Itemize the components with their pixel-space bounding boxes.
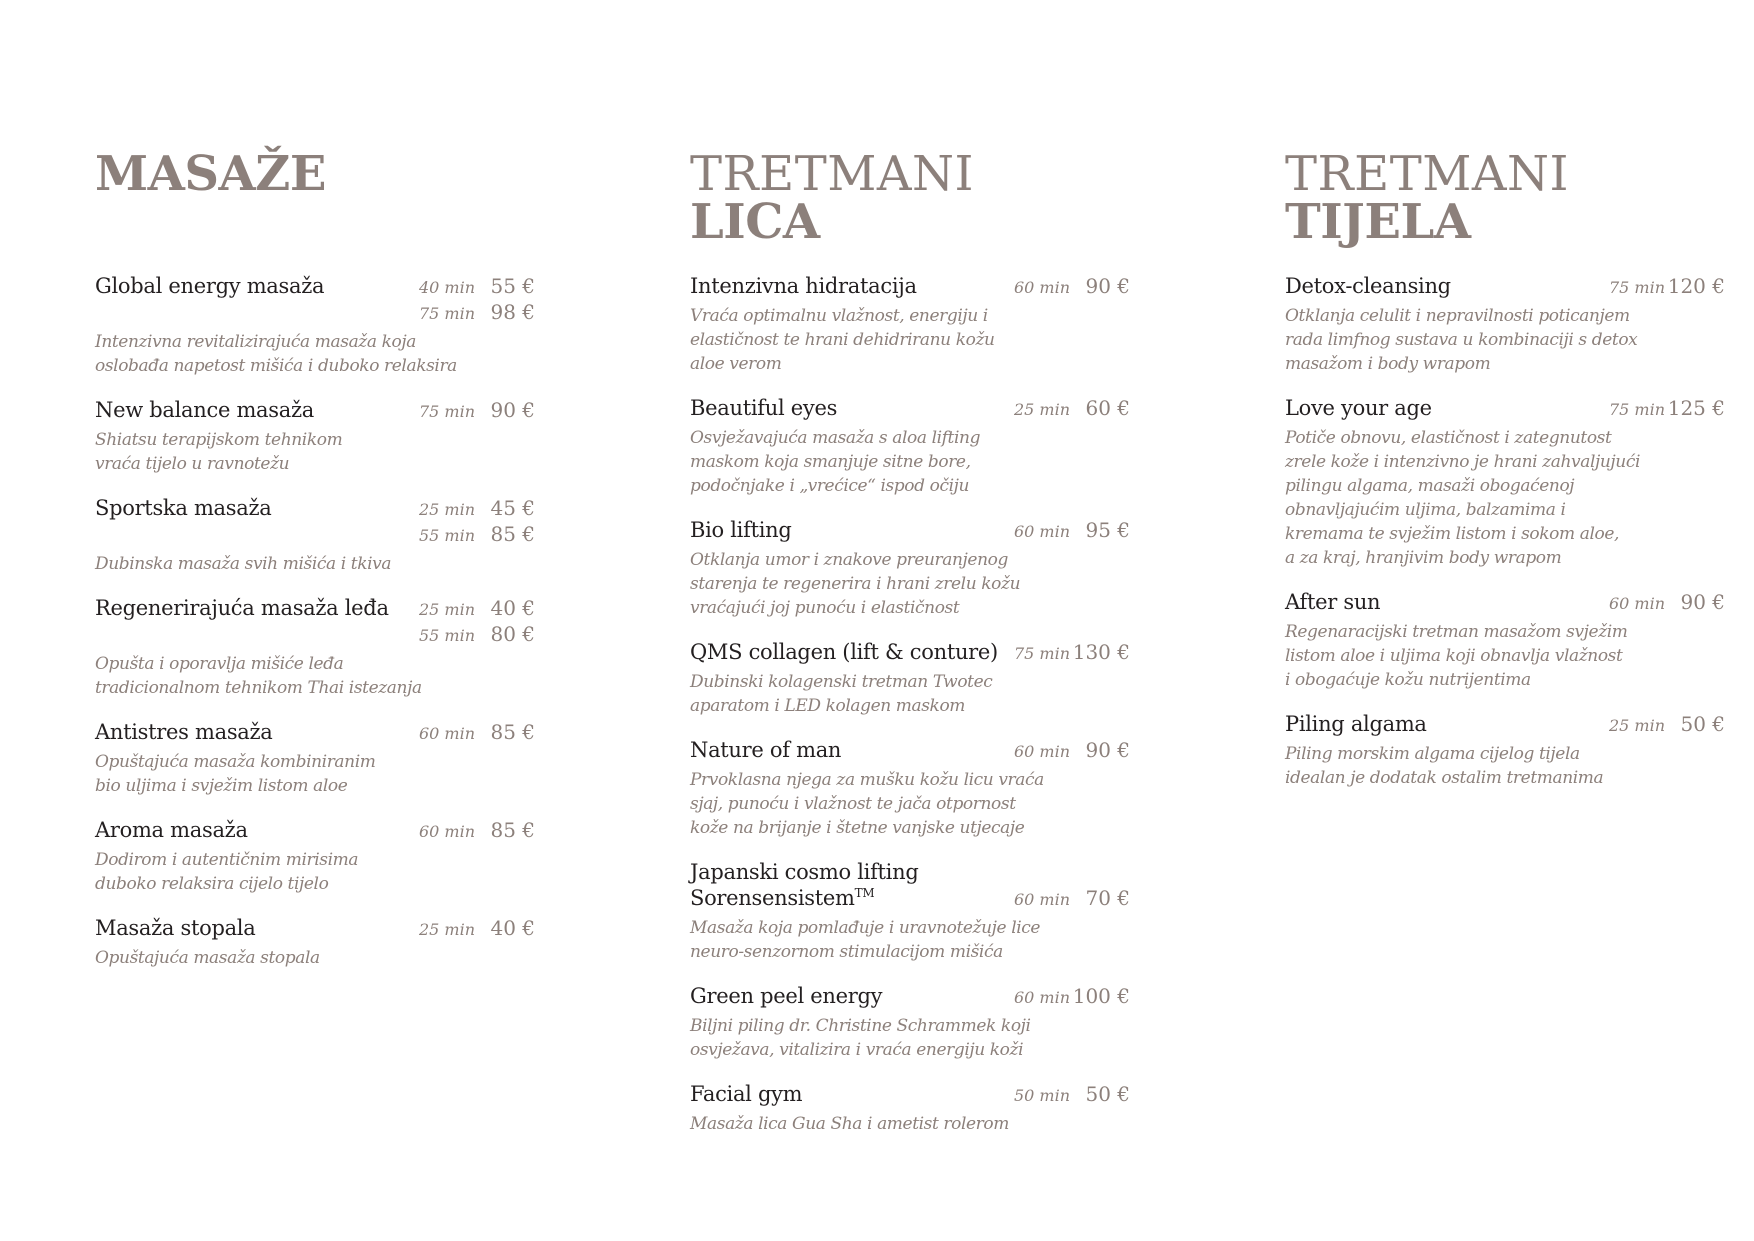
item-description: Intenzivna revitalizirajuća masaža koja oslobađa napetost mišića i duboko relaksira <box>95 332 457 376</box>
item-price: 85 € <box>490 522 535 546</box>
item-description: Potiče obnovu, elastičnost i zategnutost zrele kože i intenzivno je hrani zahvaljujući pilingu algama, masaži obogaćenoj obnavljajućim uljima, balzamima i kremama te svježim listom i sokom aloe, a za kraj, hranjivim body wrapom <box>1285 428 1641 568</box>
item-price: 70 € <box>1085 886 1130 910</box>
menu-item <box>690 518 1130 620</box>
item-name: Sportska masaža <box>95 496 272 520</box>
item-duration: 60 min <box>418 822 475 841</box>
item-price: 90 € <box>1085 274 1130 298</box>
item-duration: 60 min <box>1013 890 1070 909</box>
item-description: Dubinski kolagenski tretman Twotec aparatom i LED kolagen maskom <box>690 672 993 716</box>
item-description: Masaža koja pomlađuje i uravnotežuje lice neuro-senzornom stimulacijom mišića <box>690 918 1041 962</box>
item-duration: 60 min <box>418 724 475 743</box>
masaze-column <box>95 146 535 990</box>
menu-item <box>95 720 535 798</box>
item-description: Vraća optimalnu vlažnost, energiju i elastičnost te hrani dehidriranu kožu aloe verom <box>690 306 995 374</box>
item-price: 85 € <box>490 720 535 744</box>
item-duration: 40 min <box>418 278 475 297</box>
item-price: 45 € <box>490 496 535 520</box>
item-description: Opuštajuća masaža kombiniranim bio uljima i svježim listom aloe <box>95 752 376 796</box>
item-name: Bio lifting <box>690 518 792 542</box>
tijela-title-bold: TIJELA <box>1285 194 1471 250</box>
item-name: Aroma masaža <box>95 818 248 842</box>
item-name: Intenzivna hidratacija <box>690 274 917 298</box>
item-name: Green peel energy <box>690 984 883 1008</box>
menu-item <box>690 984 1130 1062</box>
item-duration: 25 min <box>1013 400 1070 419</box>
item-description: Opušta i oporavlja mišiće leđa tradicionalnom tehnikom Thai istezanja <box>95 654 422 698</box>
item-duration: 55 min <box>418 526 475 545</box>
menu-item <box>95 496 535 576</box>
item-duration: 75 min <box>1608 400 1665 419</box>
menu-item <box>690 396 1130 498</box>
item-duration: 60 min <box>1608 594 1665 613</box>
menu-item <box>95 596 535 700</box>
item-price: 120 € <box>1667 274 1725 298</box>
lica-title-bold: LICA <box>690 194 820 250</box>
menu-item <box>690 640 1130 718</box>
item-description: Otklanja umor i znakove preuranjenog starenja te regenerira i hrani zrelu kožu vraćajući joj punoću i elastičnost <box>690 550 1021 618</box>
item-duration: 25 min <box>418 920 475 939</box>
item-duration: 75 min <box>1013 644 1070 663</box>
masaze-heading <box>95 146 535 274</box>
item-duration: 25 min <box>418 600 475 619</box>
item-price: 55 € <box>490 274 535 298</box>
item-duration: 60 min <box>1013 522 1070 541</box>
tijela-title-light: TRETMANI <box>1285 146 1569 202</box>
item-duration: 50 min <box>1013 1086 1070 1105</box>
item-price: 90 € <box>490 398 535 422</box>
item-name: Masaža stopala <box>95 916 256 940</box>
item-description: Regenaracijski tretman masažom svježim listom aloe i uljima koji obnavlja vlažnost i obogaćuje kožu nutrijentima <box>1285 622 1628 690</box>
item-price: 40 € <box>490 916 535 940</box>
tretmani-tijela-column <box>1285 146 1725 810</box>
item-name: Love your age <box>1285 396 1432 420</box>
item-name: Piling algama <box>1285 712 1427 736</box>
item-description: Piling morskim algama cijelog tijela idealan je dodatak ostalim tretmanima <box>1285 744 1604 788</box>
item-duration: 60 min <box>1013 742 1070 761</box>
item-duration: 75 min <box>418 304 475 323</box>
item-price: 100 € <box>1072 984 1130 1008</box>
item-description: Otklanja celulit i nepravilnosti poticanjem rada limfnog sustava u kombinaciji s detox masažom i body wrapom <box>1285 306 1638 374</box>
item-description: Osvježavajuća masaža s aloa lifting maskom koja smanjuje sitne bore, podočnjake i „vrećice“ ispod očiju <box>690 428 981 496</box>
item-description: Opuštajuća masaža stopala <box>95 948 320 968</box>
item-description: Dubinska masaža svih mišića i tkiva <box>95 554 392 574</box>
item-price: 40 € <box>490 596 535 620</box>
item-price: 125 € <box>1667 396 1725 420</box>
lica-heading <box>690 146 1130 274</box>
menu-item <box>1285 274 1725 376</box>
item-name: Detox-cleansing <box>1285 274 1451 298</box>
item-description: Shiatsu terapijskom tehnikom vraća tijelo u ravnotežu <box>95 430 343 474</box>
item-description: Biljni piling dr. Christine Schrammek koji osvježava, vitalizira i vraća energiju koži <box>690 1016 1031 1060</box>
trademark-symbol: TM <box>854 886 875 900</box>
menu-item <box>95 818 535 896</box>
item-description: Dodirom i autentičnim mirisima duboko relaksira cijelo tijelo <box>95 850 359 894</box>
item-price: 130 € <box>1072 640 1130 664</box>
item-name: Global energy masaža <box>95 274 325 298</box>
item-name: Beautiful eyes <box>690 396 838 420</box>
item-name: Nature of man <box>690 738 842 762</box>
item-description: Prvoklasna njega za mušku kožu licu vraća sjaj, punoću i vlažnost te jača otpornost kože na brijanje i štetne vanjske utjecaje <box>690 770 1044 838</box>
menu-item <box>690 1082 1130 1136</box>
item-duration: 25 min <box>1608 716 1665 735</box>
menu-item <box>690 738 1130 840</box>
item-duration: 25 min <box>418 500 475 519</box>
item-name: Facial gym <box>690 1082 803 1106</box>
menu-item <box>95 916 535 970</box>
menu-item <box>690 860 1130 964</box>
item-price: 60 € <box>1085 396 1130 420</box>
item-duration: 75 min <box>418 402 475 421</box>
item-name: Japanski cosmo lifting <box>690 860 919 884</box>
item-duration: 75 min <box>1608 278 1665 297</box>
item-price: 98 € <box>490 300 535 324</box>
item-price: 85 € <box>490 818 535 842</box>
menu-item <box>690 274 1130 376</box>
item-name-line2: Sorensensistem™ <box>690 886 875 910</box>
menu-item <box>1285 712 1725 790</box>
menu-item <box>1285 590 1725 692</box>
item-name: Antistres masaža <box>95 720 273 744</box>
item-name: Regenerirajuća masaža leđa <box>95 596 389 620</box>
item-price: 90 € <box>1680 590 1725 614</box>
item-name: QMS collagen (lift & conture) <box>690 640 998 664</box>
item-description: Masaža lica Gua Sha i ametist rolerom <box>690 1114 1009 1134</box>
item-duration: 60 min <box>1013 278 1070 297</box>
item-duration: 55 min <box>418 626 475 645</box>
item-name: After sun <box>1285 590 1381 614</box>
item-price: 50 € <box>1085 1082 1130 1106</box>
menu-item <box>95 398 535 476</box>
masaze-title: MASAŽE <box>95 146 326 202</box>
menu-item <box>95 274 535 378</box>
item-price: 80 € <box>490 622 535 646</box>
tretmani-lica-column <box>690 146 1130 1156</box>
item-duration: 60 min <box>1013 988 1070 1007</box>
item-price: 50 € <box>1680 712 1725 736</box>
tijela-heading <box>1285 146 1725 274</box>
item-price: 95 € <box>1085 518 1130 542</box>
menu-item <box>1285 396 1725 570</box>
item-name: New balance masaža <box>95 398 314 422</box>
item-price: 90 € <box>1085 738 1130 762</box>
lica-title-light: TRETMANI <box>690 146 974 202</box>
